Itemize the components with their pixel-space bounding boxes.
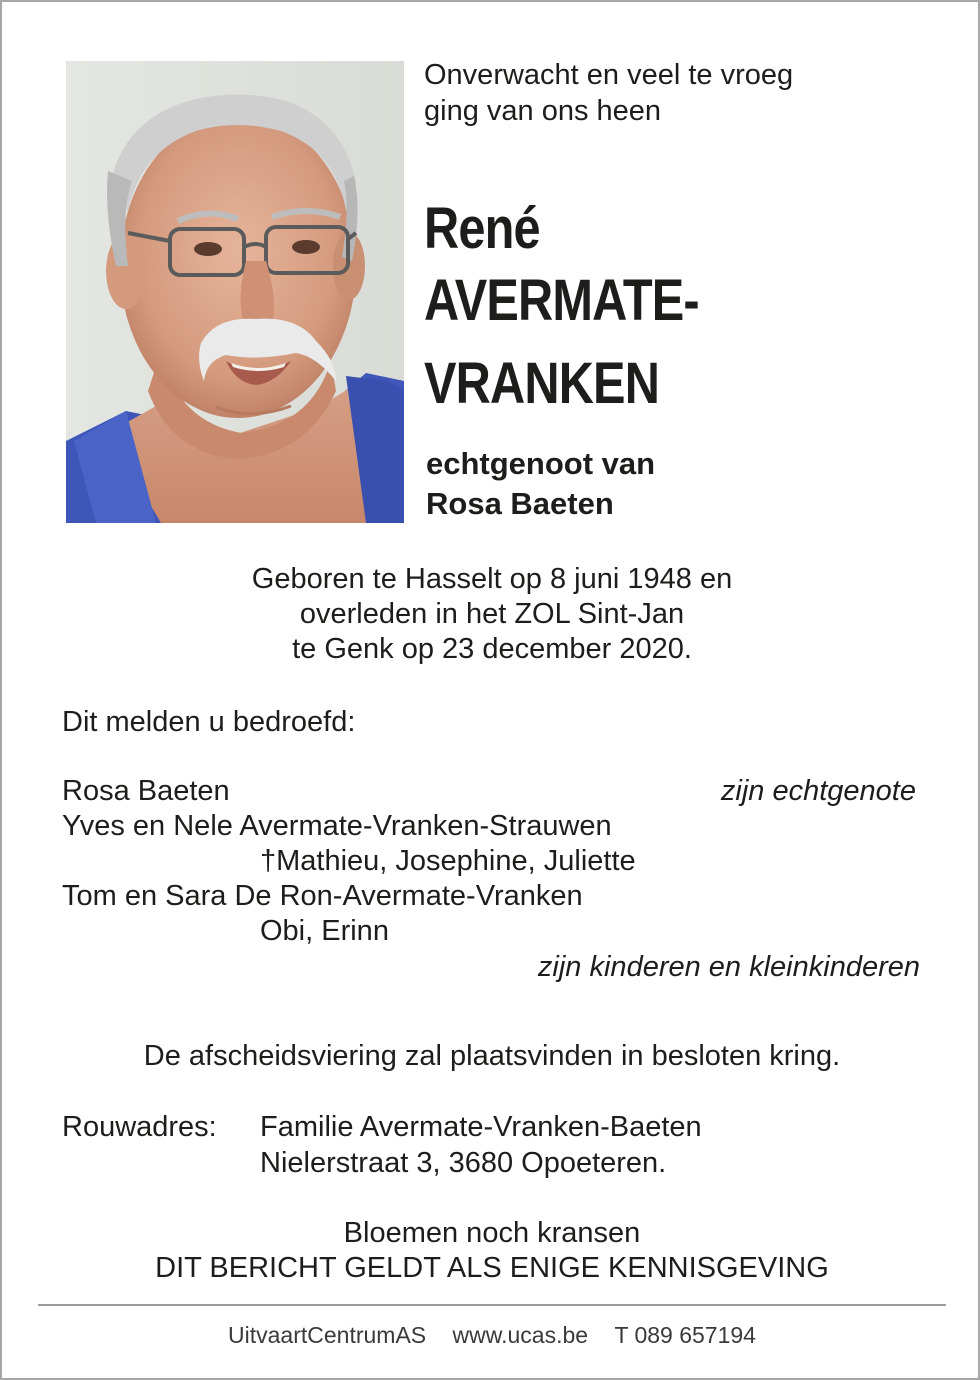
last-name-line-1: AVERMATE- [424, 268, 699, 333]
family-row-4: Tom en Sara De Ron-Avermate-Vranken [62, 880, 583, 912]
closing-block [2, 1216, 980, 1286]
footer-website[interactable]: www.ucas.be [452, 1322, 589, 1348]
death-line-1: overleden in het ZOL Sint-Jan [299, 598, 685, 630]
address-line-1: Familie Avermate-Vranken-Baeten [260, 1111, 702, 1143]
last-name-line-2: VRANKEN [424, 351, 660, 416]
closing-line-2: DIT BERICHT GELDT ALS ENIGE KENNISGEVING [155, 1252, 829, 1284]
family-spouse-role: zijn echtgenote [720, 775, 916, 807]
birth-line: Geboren te Hasselt op 8 juni 1948 en [251, 563, 733, 595]
first-name: René [424, 196, 540, 261]
spouse-block [426, 444, 655, 524]
family-row-2: Yves en Nele Avermate-Vranken-Strauwen [62, 810, 612, 842]
portrait-icon [66, 61, 404, 523]
address-label: Rouwadres: [62, 1111, 217, 1143]
footer [2, 1320, 980, 1350]
footer-divider [38, 1304, 946, 1306]
intro-line-2: ging van ons heen [424, 95, 662, 127]
family-spouse-name: Rosa Baeten [62, 775, 230, 807]
family-row-5: Obi, Erinn [260, 915, 389, 947]
birth-death-block [2, 562, 980, 667]
announce-text: Dit melden u bedroefd: [62, 706, 356, 738]
closing-line-1: Bloemen noch kransen [343, 1217, 641, 1249]
intro-text [424, 57, 793, 129]
footer-company: UitvaartCentrumAS [228, 1322, 427, 1348]
intro-line-1: Onverwacht en veel te vroeg [424, 59, 794, 91]
spouse-line-2: Rosa Baeten [426, 486, 614, 521]
family-children-role: zijn kinderen en kleinkinderen [537, 951, 920, 983]
portrait-photo [66, 61, 404, 523]
address-line-2: Nielerstraat 3, 3680 Opoeteren. [260, 1147, 667, 1179]
death-line-2: te Genk op 23 december 2020. [292, 633, 692, 665]
ceremony-text: De afscheidsviering zal plaatsvinden in besloten kring. [143, 1040, 841, 1072]
spouse-line-1: echtgenoot van [426, 446, 656, 481]
footer-phone: T 089 657194 [614, 1322, 756, 1348]
family-row-3: †Mathieu, Josephine, Juliette [260, 845, 636, 877]
